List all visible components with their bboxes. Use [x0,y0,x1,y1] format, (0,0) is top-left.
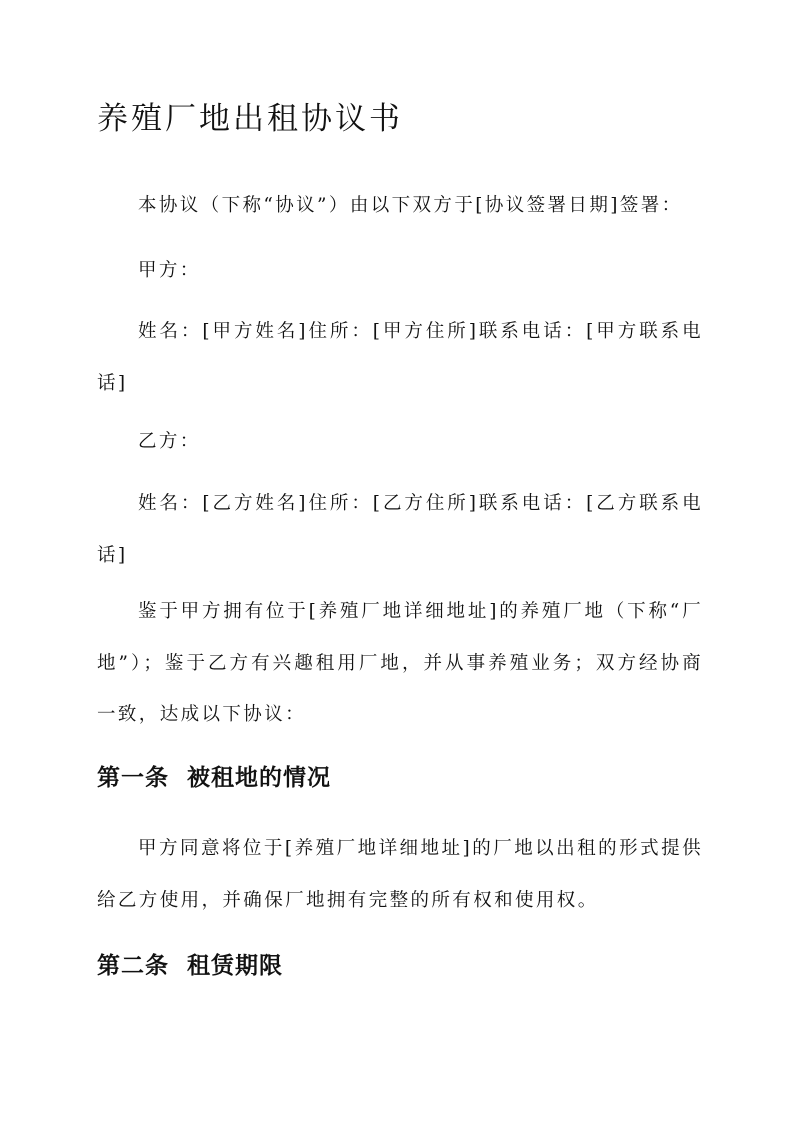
section-1-heading: 第一条 被租地的情况 [97,764,332,791]
intro-paragraph: 本协议（下称“协议”）由以下双方于[协议签署日期]签署： [138,195,683,216]
party-a-details: 姓名：[甲方姓名]住所：[甲方住所]联系电话：[甲方联系电话] [97,321,703,394]
section-2-heading: 第二条 租赁期限 [97,952,284,979]
recital-paragraph: 鉴于甲方拥有位于[养殖厂地详细地址]的养殖厂地（下称“厂地”）；鉴于乙方有兴趣租用厂地，并从事养殖业务；双方经协商一致，达成以下协议： [97,601,703,725]
party-a-heading: 甲方： [138,260,201,281]
party-b-heading: 乙方： [138,431,201,452]
party-b-details: 姓名：[乙方姓名]住所：[乙方住所]联系电话：[乙方联系电话] [97,493,703,566]
section-1-body: 甲方同意将位于[养殖厂地详细地址]的厂地以出租的形式提供给乙方使用，并确保厂地拥有完整的所有权和使用权。 [97,838,703,911]
document-title: 养殖厂地出租协议书 [97,101,403,137]
